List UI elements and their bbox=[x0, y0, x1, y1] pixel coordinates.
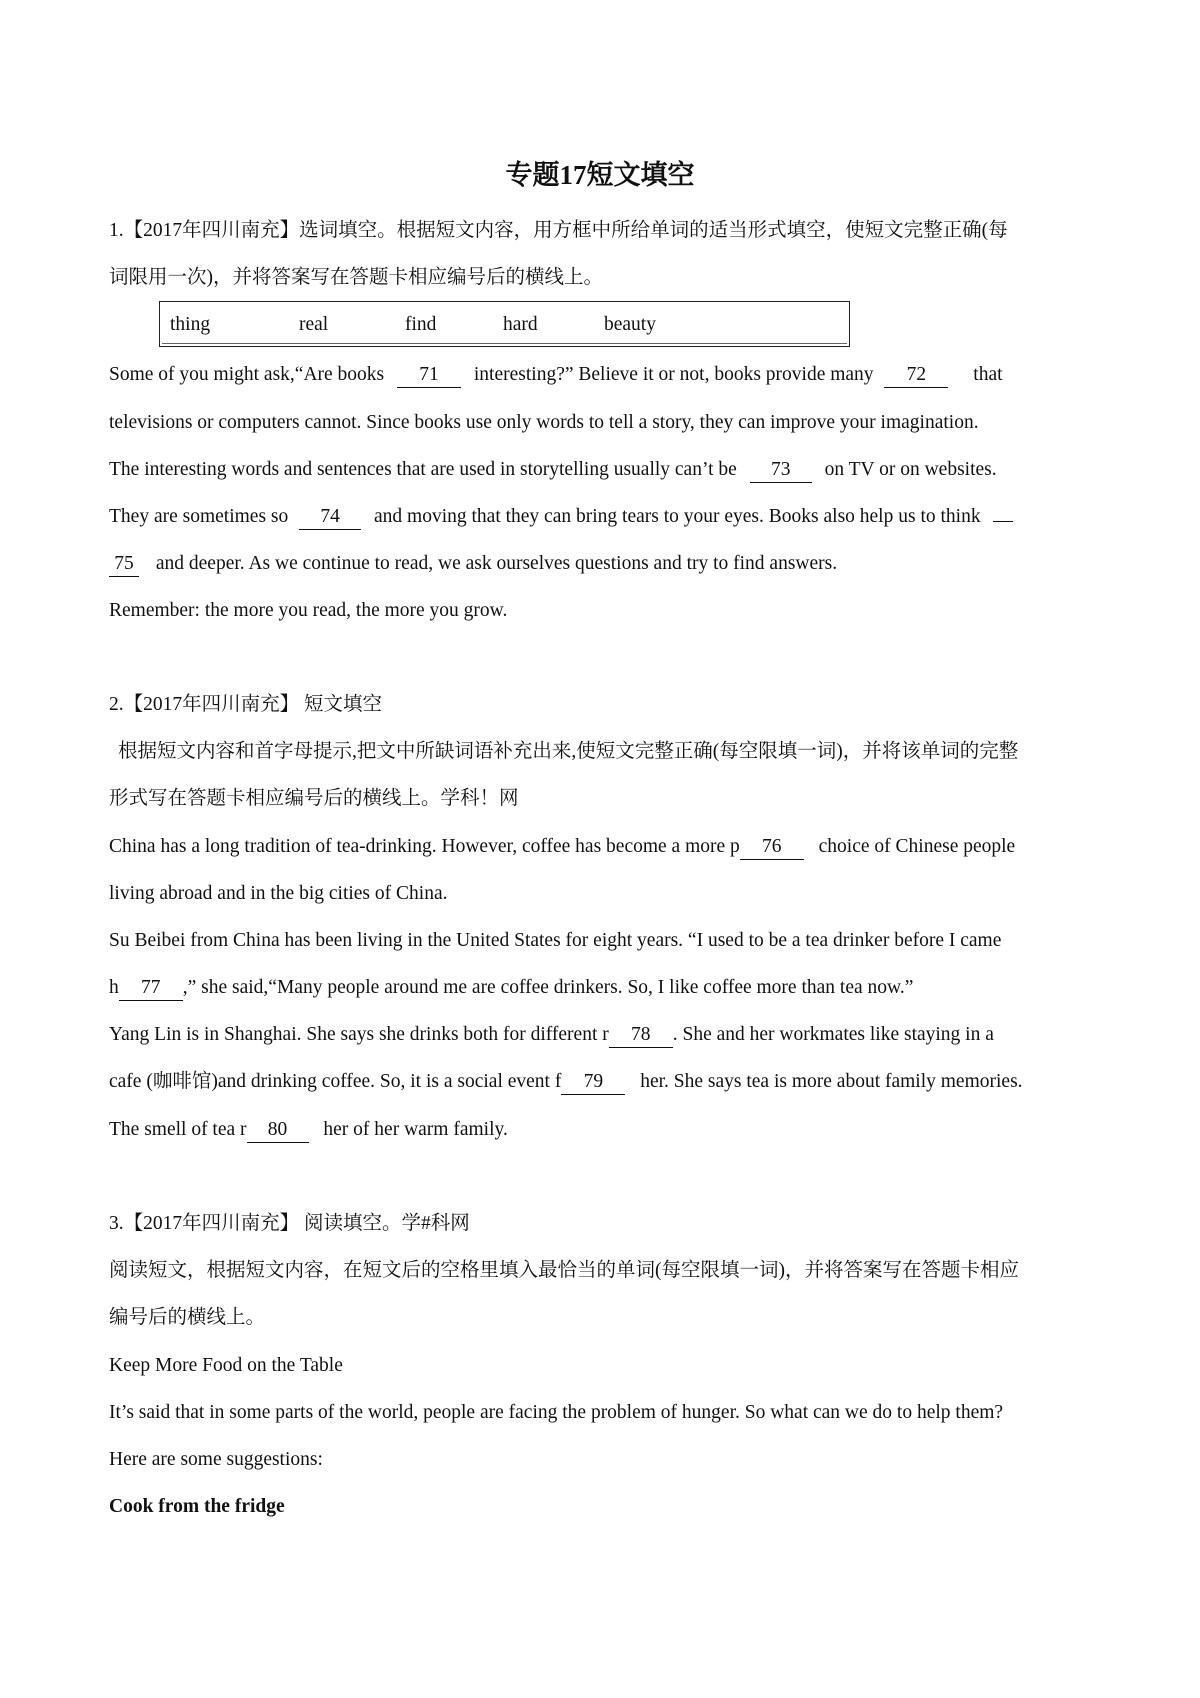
passage-text: choice of Chinese people bbox=[818, 836, 1016, 857]
q1-passage-line6: Remember: the more you read, the more you grow. bbox=[109, 600, 508, 621]
q2-passage-line3: Su Beibei from China has been living in the United States for eight years. “I used to be a tea drinker before I came bbox=[109, 930, 1002, 951]
passage-text: The interesting words and sentences that are used in storytelling usually can’t be bbox=[109, 459, 737, 480]
page-title: 专题17短文填空 bbox=[505, 160, 695, 190]
q1-passage-line2: televisions or computers cannot. Since books use only words to tell a story, they can improve your imagination. bbox=[109, 412, 979, 433]
blank-72[interactable]: 72 bbox=[884, 364, 948, 388]
q2-passage-line4 bbox=[109, 975, 1109, 1001]
q1-passage-line1 bbox=[109, 362, 1109, 388]
blank-77[interactable]: 77 bbox=[119, 977, 183, 1001]
word-bank-box bbox=[159, 301, 850, 347]
q2-instruction-line1: 根据短文内容和首字母提示,把文中所缺词语补充出来,使短文完整正确(每空限填一词)，并将该单词的完整 bbox=[118, 741, 1019, 762]
q3-subheading: Cook from the fridge bbox=[109, 1496, 285, 1517]
passage-text: They are sometimes so bbox=[109, 506, 289, 527]
passage-text: The smell of tea r bbox=[109, 1119, 247, 1140]
q3-heading: 3.【2017年四川南充】 阅读填空。学#科网 bbox=[109, 1213, 470, 1234]
word-bank-word: thing bbox=[170, 314, 211, 335]
passage-text: cafe (咖啡馆)and drinking coffee. So, it is a social event f bbox=[109, 1071, 562, 1092]
word-bank-word: find bbox=[405, 314, 437, 335]
blank-75-start[interactable] bbox=[993, 520, 1013, 522]
passage-text: ,” she said,“Many people around me are coffee drinkers. So, I like coffee more than tea now.” bbox=[182, 977, 914, 998]
q2-passage-line1 bbox=[109, 834, 1109, 860]
blank-75[interactable]: 75 bbox=[109, 553, 139, 577]
passage-text: h bbox=[109, 977, 119, 998]
blank-71[interactable]: 71 bbox=[397, 364, 461, 388]
passage-text: and deeper. As we continue to read, we ask ourselves questions and try to find answers. bbox=[155, 553, 838, 574]
passage-text: Yang Lin is in Shanghai. She says she drinks both for different r bbox=[109, 1024, 609, 1045]
blank-73[interactable]: 73 bbox=[750, 459, 812, 483]
passage-text: interesting?” Believe it or not, books provide many bbox=[473, 364, 874, 385]
passage-text: on TV or on websites. bbox=[824, 459, 997, 480]
q3-passage-title: Keep More Food on the Table bbox=[109, 1355, 343, 1376]
blank-78[interactable]: 78 bbox=[609, 1024, 673, 1048]
q3-instruction-line2: 编号后的横线上。 bbox=[109, 1307, 266, 1328]
q3-passage-line1: It’s said that in some parts of the world, people are facing the problem of hunger. So what can we do to help them? bbox=[109, 1402, 1004, 1423]
q1-passage-line5 bbox=[109, 551, 1109, 577]
q2-passage-line5 bbox=[109, 1022, 1109, 1048]
blank-74[interactable]: 74 bbox=[299, 506, 361, 530]
word-bank-word: beauty bbox=[604, 314, 656, 335]
blank-80[interactable]: 80 bbox=[247, 1119, 309, 1143]
passage-text: and moving that they can bring tears to your eyes. Books also help us to think bbox=[374, 506, 981, 527]
q3-instruction-line1: 阅读短文，根据短文内容，在短文后的空格里填入最恰当的单词(每空限填一词)，并将答案写在答题卡相应 bbox=[109, 1260, 1019, 1281]
q1-instruction-line2: 词限用一次)，并将答案写在答题卡相应编号后的横线上。 bbox=[109, 267, 603, 288]
q2-instruction-line2: 形式写在答题卡相应编号后的横线上。学科！网 bbox=[109, 788, 519, 809]
q1-passage-line4 bbox=[109, 504, 1109, 530]
passage-text: Some of you might ask,“Are books bbox=[109, 364, 385, 385]
q2-heading: 2.【2017年四川南充】 短文填空 bbox=[109, 694, 383, 715]
passage-text: China has a long tradition of tea-drinking. However, coffee has become a more p bbox=[109, 836, 740, 857]
q3-passage-line2: Here are some suggestions: bbox=[109, 1449, 323, 1470]
word-bank-word: hard bbox=[503, 314, 538, 335]
passage-text: her. She says tea is more about family memories. bbox=[640, 1071, 1023, 1092]
passage-text: that bbox=[973, 364, 1003, 385]
q1-passage-line3 bbox=[109, 457, 1109, 483]
blank-76[interactable]: 76 bbox=[740, 836, 804, 860]
passage-text: . She and her workmates like staying in a bbox=[672, 1024, 994, 1045]
q2-passage-line7 bbox=[109, 1117, 1109, 1143]
q1-instruction-line1: 1.【2017年四川南充】选词填空。根据短文内容，用方框中所给单词的适当形式填空，使短文完整正确(每 bbox=[109, 220, 1008, 241]
q2-passage-line6 bbox=[109, 1069, 1109, 1095]
q2-passage-line2: living abroad and in the big cities of China. bbox=[109, 883, 448, 904]
word-bank-inner-rule bbox=[162, 343, 847, 344]
passage-text: her of her warm family. bbox=[323, 1119, 508, 1140]
blank-79[interactable]: 79 bbox=[561, 1071, 625, 1095]
word-bank-word: real bbox=[299, 314, 329, 335]
